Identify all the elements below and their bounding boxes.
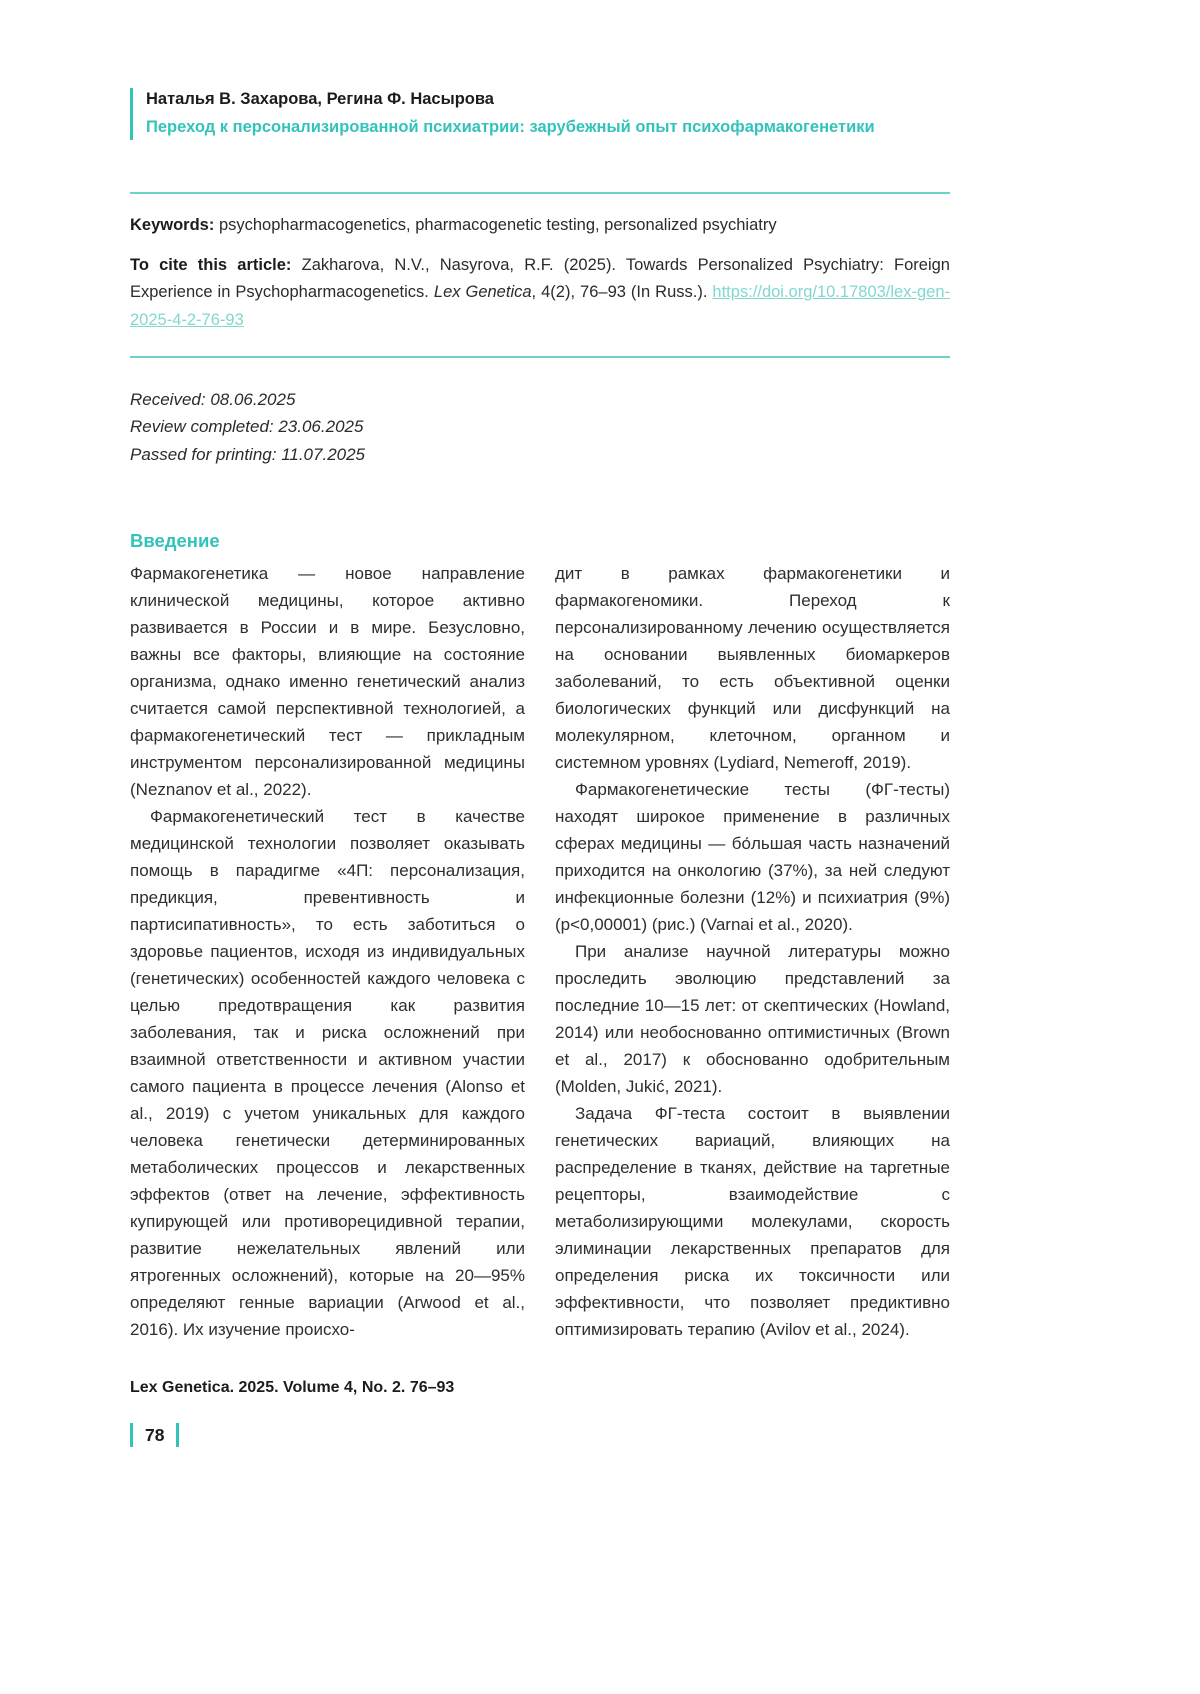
paragraph: Фармакогенетический тест в качестве медицинской технологии позволяет оказывать помощь в парадигме «4П: персонализация, предикция, превентивность и партисипативность», то есть заботиться о здоровье пациентов, исходя из индивидуальных (генетических) особенностей каждого человека с целью предотвращения как развития заболевания, так и риска осложнений при взаимной ответственности и активном участии самого пациента в процессе лечения (Alonso et al., 2019) с учетом уникальных для каждого человека генетически детерминированных метаболических процессов и лекарственных эффектов (ответ на лечение, эффективность купирующей или противорецидивной терапии, развитие нежелательных явлений или ятрогенных осложнений), которые на 20—95% определяют генные вариации (Arwood et al., 2016). Их изучение происхо-: [130, 807, 525, 1340]
date-passed-for-printing: Passed for printing: 11.07.2025: [130, 444, 366, 464]
keywords-text: psychopharmacogenetics, pharmacogenetic testing, personalized psychiatry: [218, 215, 777, 234]
journal-page: [130, 0, 950, 1447]
paragraph: Фармакогенетика — новое направление клинической медицины, которое активно развивается в России и в мире. Безусловно, важны все факторы, влияющие на состояние организма, однако именно генетический анализ считается самой перспективной технологией, а фармакогенетический тест — прикладным инструментом персонализированной медицины (Neznanov et al., 2022).: [130, 564, 525, 800]
citation-block: [130, 252, 950, 334]
authors-line: Наталья В. Захарова, Регина Ф. Насырова: [146, 90, 494, 108]
keywords-label: Keywords:: [130, 215, 215, 234]
date-received: Received: 08.06.2025: [130, 389, 296, 409]
accent-bar-right: [176, 1423, 179, 1447]
paragraph: При анализе научной литературы можно проследить эволюцию представлений за последние 10—15 лет: от скептических (Howland, 2014) или необоснованно оптимистичных (Brown et al., 2017) к обоснованно одобрительным (Molden, Jukić, 2021).: [555, 942, 950, 1097]
column-right: [555, 560, 950, 1343]
page-number-block: [130, 1423, 950, 1447]
separator-bottom: [130, 356, 950, 358]
date-review-completed: Review completed: 23.06.2025: [130, 417, 364, 437]
separator-top: [130, 192, 950, 194]
cite-label: To cite this article:: [130, 256, 292, 275]
article-title-ru: Переход к персонализированной психиатрии: зарубежный опыт психофармакогенетики: [146, 117, 875, 136]
column-left: [130, 560, 525, 1343]
doi-link[interactable]: https://doi.org/10.17803/lex-gen-2025-4-2-76-93: [130, 283, 950, 329]
cite-text: Zakharova, N.V., Nasyrova, R.F. (2025). Towards Personalized Psychiatry: Foreign Experience in Psychopharmacogenetics.: [130, 256, 950, 302]
article-header: [130, 88, 950, 140]
intro-columns: [130, 560, 950, 1343]
paragraph: Фармакогенетические тесты (ФГ-тесты) находят широкое применение в различных сферах медицины — бо́льшая часть назначений приходится на онкологию (37%), за ней следуют инфекционные болезни (12%) и психиатрия (9%) (p<0,00001) (рис.) (Varnai et al., 2020).: [555, 780, 950, 935]
journal-name: Lex Genetica: [433, 283, 532, 302]
page-number: 78: [145, 1424, 165, 1445]
keywords-line: [130, 212, 950, 238]
dates-block: [130, 386, 950, 469]
cite-tail: , 4(2), 76–93 (In Russ.).: [531, 283, 708, 302]
section-heading-introduction: Введение: [130, 530, 220, 552]
paragraph: Задача ФГ-теста состоит в выявлении генетических вариаций, влияющих на распределение в тканях, действие на таргетные рецепторы, взаимодействие с метаболизирующими молекулами, скорость элиминации лекарственных препаратов для определения риска их токсичности или эффективности, что позволяет предиктивно оптимизировать терапию (Avilov et al., 2024).: [555, 1104, 950, 1340]
journal-footer-line: Lex Genetica. 2025. Volume 4, No. 2. 76–93: [130, 1379, 455, 1397]
paragraph: дит в рамках фармакогенетики и фармакогеномики. Переход к персонализированному лечению осуществляется на основании выявленных биомаркеров заболеваний, то есть объективной оценки биологических функций или дисфункций на молекулярном, клеточном, органном и системном уровнях (Lydiard, Nemeroff, 2019).: [555, 564, 950, 773]
